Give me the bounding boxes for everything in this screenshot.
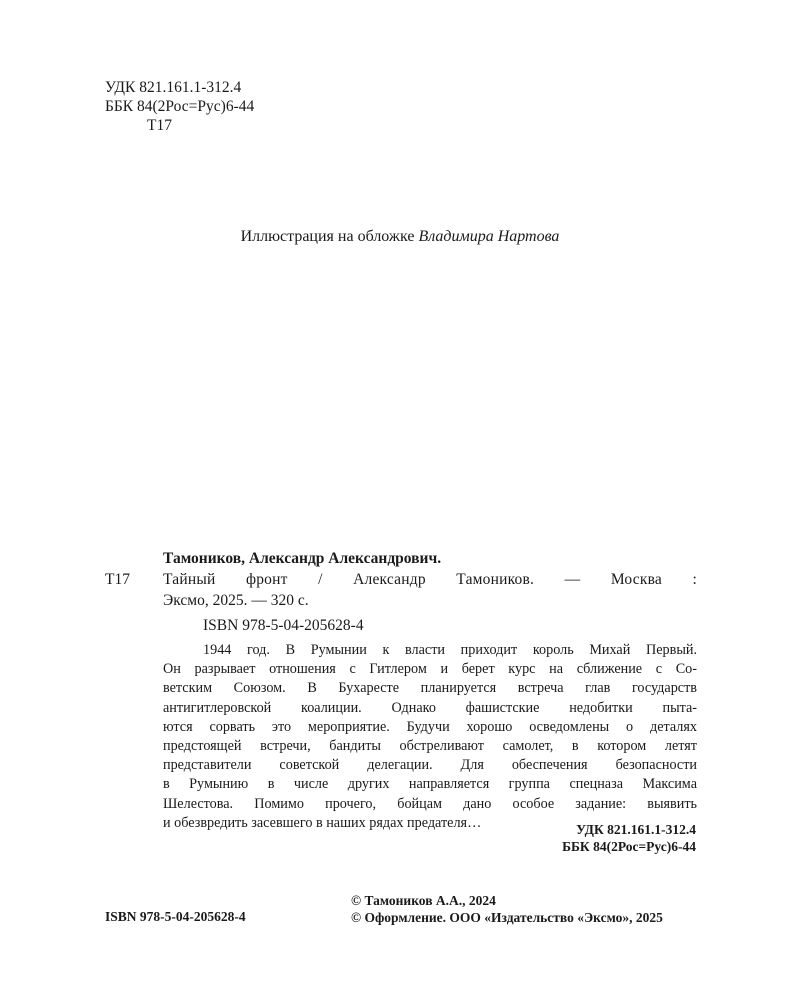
annotation-line: представители советской делегации. Для обеспечения безопасности (163, 757, 697, 774)
catalog-publisher-line: Эксмо, 2025. — 320 с. (163, 592, 309, 609)
footer-bbk-code: ББК 84(2Рос=Рус)6-44 (562, 839, 696, 854)
annotation-line: предстоящей встречи, бандиты обстреливают самолет, в котором летят (163, 738, 697, 755)
footer-isbn: ISBN 978-5-04-205628-4 (105, 909, 246, 924)
annotation (163, 641, 697, 833)
annotation-line: антигитлеровской коалиции. Однако фашистские недобитки пыта- (163, 699, 697, 716)
illustration-credit (0, 228, 800, 246)
annotation-line: в Румынию в числе других направляется группа спецназа Максима (163, 776, 697, 793)
copyright-author: © Тамоников А.А., 2024 (351, 893, 496, 908)
annotation-line: ются сорвать это мероприятие. Будучи хорошо осведомлены о деталях (163, 718, 697, 735)
copyright-design: © Оформление. ООО «Издательство «Эксмо», 2025 (351, 910, 663, 925)
bbk-code: ББК 84(2Рос=Рус)6-44 (105, 98, 255, 115)
header-classification-codes (105, 78, 254, 135)
annotation-line: Шелестова. Помимо прочего, бойцам дано особое задание: выявить (163, 795, 697, 812)
illustration-artist: Владимира Нартова (418, 228, 560, 245)
author-sign: Т17 (147, 117, 172, 134)
catalog-isbn: ISBN 978-5-04-205628-4 (203, 617, 364, 634)
copyright-block (351, 892, 663, 926)
illustration-prefix: Иллюстрация на обложке (240, 228, 415, 245)
annotation-line: ветским Союзом. В Бухаресте планируется встреча глав государств (163, 680, 697, 697)
annotation-line: Он разрывает отношения с Гитлером и берет курс на сближение с Со- (163, 661, 697, 678)
catalog-author-sign: Т17 (105, 571, 130, 588)
catalog-title-line: Тайный фронт / Александр Тамоников. — Москва : (163, 571, 697, 588)
footer-classification-codes (562, 821, 696, 855)
annotation-line: 1944 год. В Румынии к власти приходит король Михай Первый. (203, 642, 697, 658)
udk-code: УДК 821.161.1-312.4 (105, 79, 242, 96)
annotation-line: и обезвредить засевшего в наших рядах предателя… (163, 814, 482, 831)
catalog-author: Тамоников, Александр Александрович. (163, 550, 442, 567)
footer-udk-code: УДК 821.161.1-312.4 (576, 822, 696, 837)
